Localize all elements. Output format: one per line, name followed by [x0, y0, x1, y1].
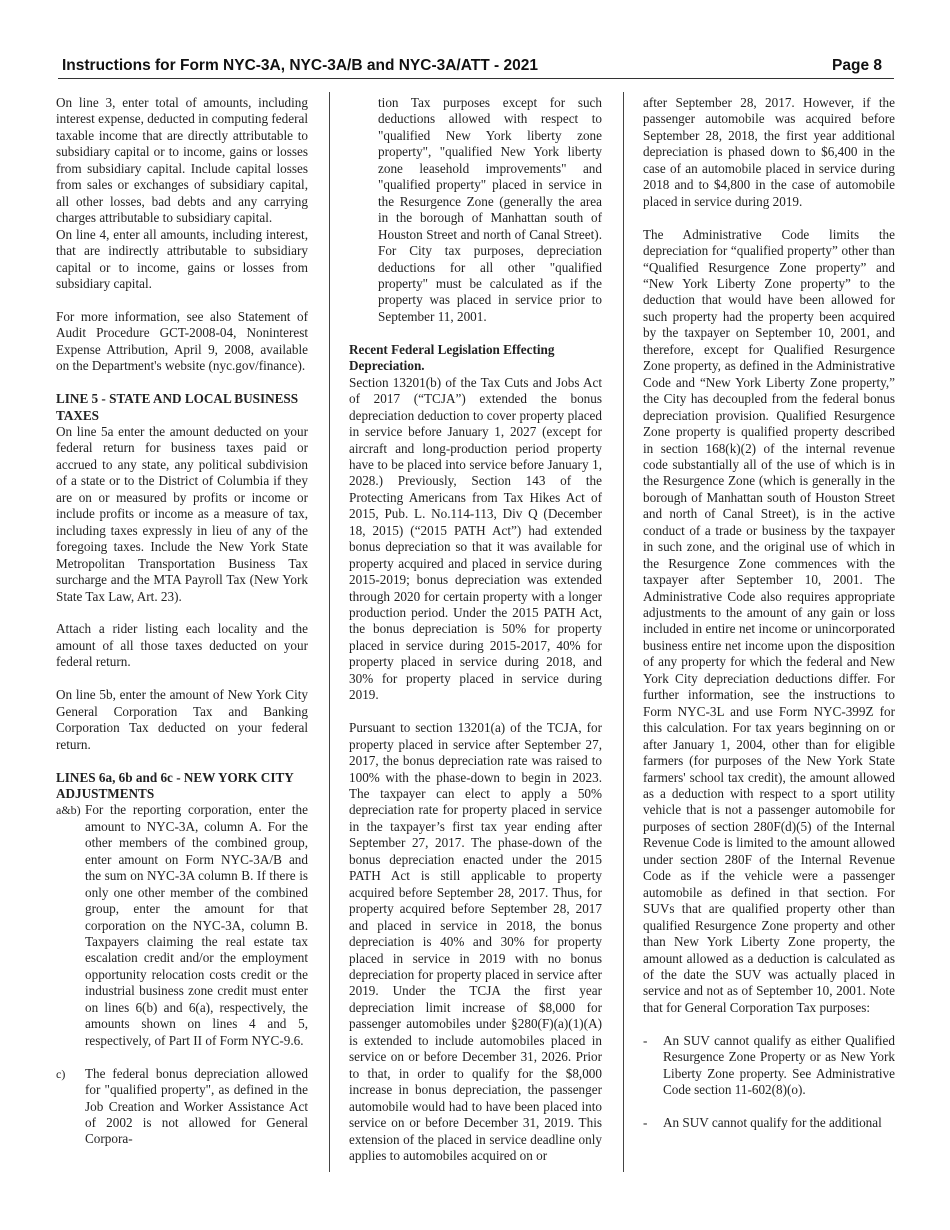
- list-item-c: [56, 1066, 308, 1148]
- bullet-item-suv-zone: [643, 1033, 895, 1099]
- paragraph-tcja: Section 13201(b) of the Tax Cuts and Jobs Act of 2017 (“TCJA”) extended the bonus depreciation deduction to cover property placed in service before January 1, 2027 (except for aircraft and long-production period property have to be placed into service before January 1, 2028.) Previously, Section 143 of the Protecting Americans from Tax Hikes Act of 2015, Pub. L. No.114-113, Div Q (December 18, 2015) (“2015 PATH Act”) had extended bonus depreciation so that it was available for property acquired and placed in service during 2015-2019; bonus depreciation was extended through 2020 for certain property with a longer production period. Under the 2015 PATH Act, the bonus depreciation is 50% for property placed in service during 2015-2017, 40% for property placed in service during 2018, and 30% for property placed in service during 2019.: [349, 374, 602, 703]
- list-text-a-b: For the reporting corporation, enter the amount to NYC-3A, column A. For the other members of the combined group, enter amount on Form NYC-3A/B and the sum on NYC-3A column B. If there is only one other member of the combined group, enter the amount for that corporation on the NYC-3A, column B. Taxpayers claiming the real estate tax escalation credit and/or the employment opportunity relocation costs credit or the industrial business zone credit must enter on lines 6(b) and 6(a), respectively, the amounts shown on lines 4 and 5, respectively, of Part II of Form NYC-9.6.: [85, 802, 308, 1048]
- section-heading-federal-legislation: Recent Federal Legislation Effecting Depreciation.: [349, 341, 555, 374]
- paragraph-automobile: after September 28, 2017. However, if the passenger automobile was acquired before September 28, 2018, the first year additional depreciation is phased down to $6,400 in the case of an automobile placed in service during 2018 and to $4,800 in the case of automobile placed in service during 2019.: [643, 95, 895, 209]
- column-1: [56, 95, 308, 1148]
- document-title: Instructions for Form NYC-3A, NYC-3A/B and NYC-3A/ATT - 2021: [62, 57, 538, 74]
- list-item-a-b: [56, 802, 308, 1049]
- bullet-text-suv-additional: An SUV cannot qualify for the additional: [663, 1115, 882, 1131]
- paragraph-bonus-rate: Pursuant to section 13201(a) of the TCJA, for property placed in service after September 27, 2017, the bonus depreciation rate was raised to 100% with the phase-down to begin in 2023. The taxpayer can elect to apply a 50% depreciation rate for property placed in service in the taxpayer’s first tax year ending after September 27, 2017. The phase-down of the bonus depreciation enacted under the 2015 PATH Act is still applicable to property acquired before September 28, 2017. Thus, for property acquired before September 28, 2017 and placed in service in 2018, the bonus depreciation is 40% and 30% for property placed in service in 2019 with no bonus depreciation for property placed in service after 2019. Under the TCJA the first year depreciation limit increase of $8,000 for passenger automobiles under §280(F)(a)(1)(A) is extended to include automobiles placed in service on or before December 31, 2026. Prior to that, in order to qualify for the $8,000 increase in bonus depreciation, the passenger automobile would had to have been placed into service on or before December 31, 2019. This extension of the placed in service deadline only applies to automobiles acquired on or: [349, 720, 602, 1163]
- paragraph-line3: On line 3, enter total of amounts, including interest expense, deducted in computing federal taxable income that are directly attributable to subsidiary capital or to income, gains or losses from subsidiary capital. Include capital losses from sales or exchanges of subsidiary capital, all other losses, bad debts and any carrying charges attributable to subsidiary capital.: [56, 95, 308, 226]
- section-heading-lines6: LINES 6a, 6b and 6c - NEW YORK CITY ADJUSTMENTS: [56, 769, 294, 801]
- paragraph-line4: On line 4, enter all amounts, including interest, that are indirectly attributable to subsidiary capital or to income, gains or losses from subsidiary capital.: [56, 226, 308, 291]
- column-divider-right: [623, 92, 624, 1172]
- paragraph-line5b: On line 5b, enter the amount of New York City General Corporation Tax and Banking Corporation Tax deducted on your federal return.: [56, 687, 308, 752]
- paragraph-continuation: tion Tax purposes except for such deductions allowed with respect to "qualified New York liberty zone property", "qualified New York liberty zone leasehold improvements" and "qualified property" placed in service in the Resurgence Zone (generally the area in the borough of Manhattan south of Houston Street and north of Canal Street). For City tax purposes, depreciation deductions for all other "qualified property" must be calculated as if the property was placed in service prior to September 11, 2001.: [378, 95, 602, 324]
- bullet-text-suv-zone: An SUV cannot qualify as either Qualified Resurgence Zone Property or as New York Liberty Zone property. See Administrative Code section 11-602(8)(o).: [663, 1032, 895, 1098]
- list-label-a-b: a&b): [56, 803, 81, 818]
- paragraph-more-info: For more information, see also Statement of Audit Procedure GCT-2008-04, Noninterest Expense Attribution, April 9, 2008, available on the Department's website (nyc.gov/finance).: [56, 308, 308, 374]
- paragraph-administrative-code: The Administrative Code limits the depreciation for “qualified property” other than “Qualified Resurgence Zone property” and “New York Liberty Zone property” to the deduction that would have been allowed for such property had the property been acquired by the taxpayer on September 10, 2001, and therefore, except for Qualified Resurgence Zone property, as defined in the Administrative Code and “New York Liberty Zone property,” the City has decoupled from the federal bonus depreciation provision. Qualified Resurgence Zone property is qualified property described in section 168(k)(2) of the internal revenue code substantially all of the use of which is in the Resurgence Zone (which is generally in the borough of Manhattan south of Houston Street and north of Canal Street), is in the active conduct of a trade or business by the taxpayer in such zone, and the original use of which in the Resurgence Zone commences with the taxpayer after September 10, 2001. The Administrative Code also requires appropriate adjustments to the amount of any gain or loss included in entire net income or unincorporated business entire net income upon the disposition of any property for which the federal and New York City depreciation deductions differ. For further information, see the instructions to Form NYC-3L and use Form NYC-399Z for this calculation. For tax years beginning on or after January 1, 2004, other than for eligible farmers (for purposes of the New York State farmers' school tax credit), the amount allowed as a deduction with respect to a sport utility vehicle that is not a passenger automobile for purposes of section 280F(d)(5) of the Internal Revenue Code is limited to the amount allowed under section 280F of the Internal Revenue Code as if the vehicle were a passenger automobile as defined in that section. For SUVs that are qualified property other than qualified Resurgence Zone property and other than New York Liberty Zone property, the amount allowed as a deduction is calculated as of the date the SUV was actually placed in service and not as of September 10, 2001. Note that for General Corporation Tax purposes:: [643, 226, 895, 1015]
- paragraph-rider: Attach a rider listing each locality and the amount of all those taxes deducted on your federal return.: [56, 621, 308, 670]
- dash-bullet: -: [643, 1032, 648, 1048]
- column-divider-left: [329, 92, 330, 1172]
- column-3: [643, 95, 895, 1132]
- page-header: [58, 56, 894, 79]
- bullet-item-suv-additional: [643, 1115, 895, 1131]
- section-heading-line5: LINE 5 - STATE AND LOCAL BUSINESS TAXES: [56, 391, 299, 423]
- list-text-c: The federal bonus depreciation allowed for "qualified property", as defined in the Job Creation and Worker Assistance Act of 2002 is not allowed for General Corpora-: [85, 1065, 308, 1147]
- paragraph-line5a: On line 5a enter the amount deducted on your federal return for business taxes paid or accrued to any state, any political subdivision of a state or to the District of Columbia if they are on or measured by profits or income or include profits or income as a measure of tax, including taxes expressly in lieu of any of the foregoing taxes. Include the New York State Metropolitan Transportation Business Tax surcharge and the MTA Payroll Tax (New York State Tax Law, Art. 23).: [56, 424, 308, 604]
- dash-bullet: -: [643, 1115, 648, 1131]
- page-number: Page 8: [832, 57, 882, 74]
- list-label-c: c): [56, 1066, 66, 1081]
- column-2: [349, 95, 602, 1164]
